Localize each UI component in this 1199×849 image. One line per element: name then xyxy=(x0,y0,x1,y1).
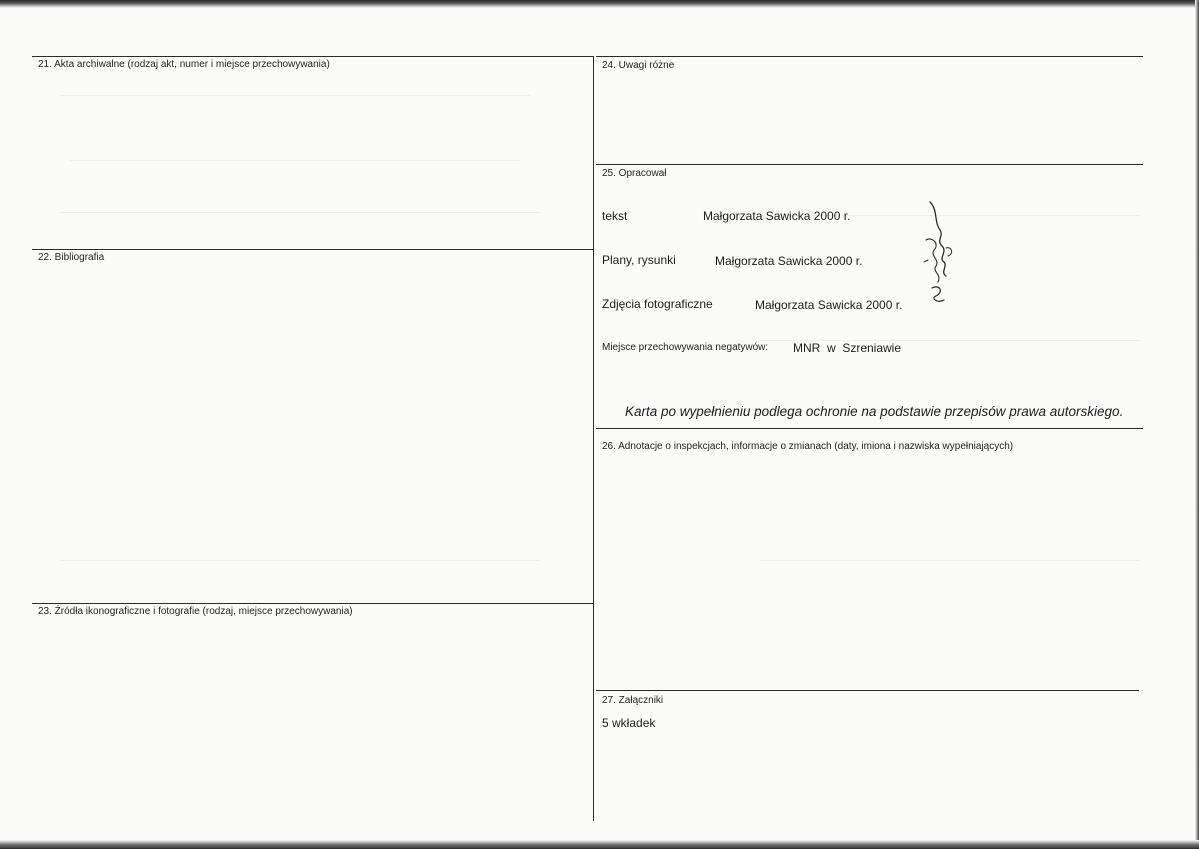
field-26-label: 26. Adnotacje o inspekcjach, informacje o zmianach (daty, imiona i nazwiska wypełniających) xyxy=(602,441,1014,452)
bleed-through-line xyxy=(60,95,530,96)
author-photos-value: Małgorzata Sawicka 2000 r. xyxy=(755,298,903,312)
copyright-note: Karta po wypełnieniu podlega ochronie na podstawie przepisów prawa autorskiego. xyxy=(625,404,1124,419)
author-plans-value: Małgorzata Sawicka 2000 r. xyxy=(715,254,863,268)
field-22-top-rule xyxy=(32,249,593,250)
author-photos-label: Zdjęcia fotograficzne xyxy=(602,297,713,311)
bleed-through-line xyxy=(70,160,520,161)
bleed-through-line xyxy=(60,212,540,213)
scan-edge-bottom xyxy=(0,840,1199,849)
bleed-through-line xyxy=(760,560,1140,561)
field-27-top-rule xyxy=(596,690,1139,691)
negatives-location-label: Miejsce przechowywania negatywów: xyxy=(602,342,769,353)
bleed-through-line xyxy=(60,560,540,561)
field-22-label: 22. Bibliografia xyxy=(38,252,105,263)
scan-edge-right xyxy=(1195,0,1199,849)
column-divider xyxy=(593,56,594,821)
field-26-top-rule xyxy=(596,428,1143,429)
field-27-label: 27. Załączniki xyxy=(602,695,664,706)
field-23-label: 23. Źródła ikonograficzne i fotografie (rodzaj, miejsce przechowywania) xyxy=(38,606,353,617)
handwritten-signature xyxy=(918,200,966,310)
field-21-label: 21. Akta archiwalne (rodzaj akt, numer i miejsce przechowywania) xyxy=(38,59,330,70)
field-24-label: 24. Uwagi różne xyxy=(602,60,675,71)
field-24-top-rule xyxy=(596,56,1143,57)
author-plans-label: Plany, rysunki xyxy=(602,253,676,267)
field-25-top-rule xyxy=(596,164,1143,165)
field-25-label: 25. Opracował xyxy=(602,168,667,179)
author-text-value: Małgorzata Sawicka 2000 r. xyxy=(703,209,851,223)
author-text-label: tekst xyxy=(602,209,628,223)
field-21-top-rule xyxy=(32,56,593,57)
negatives-location-value: MNR w Szreniawie xyxy=(793,341,902,355)
field-23-top-rule xyxy=(32,603,593,604)
scan-edge-top xyxy=(0,0,1199,8)
attachments-value: 5 wkładek xyxy=(602,716,656,730)
